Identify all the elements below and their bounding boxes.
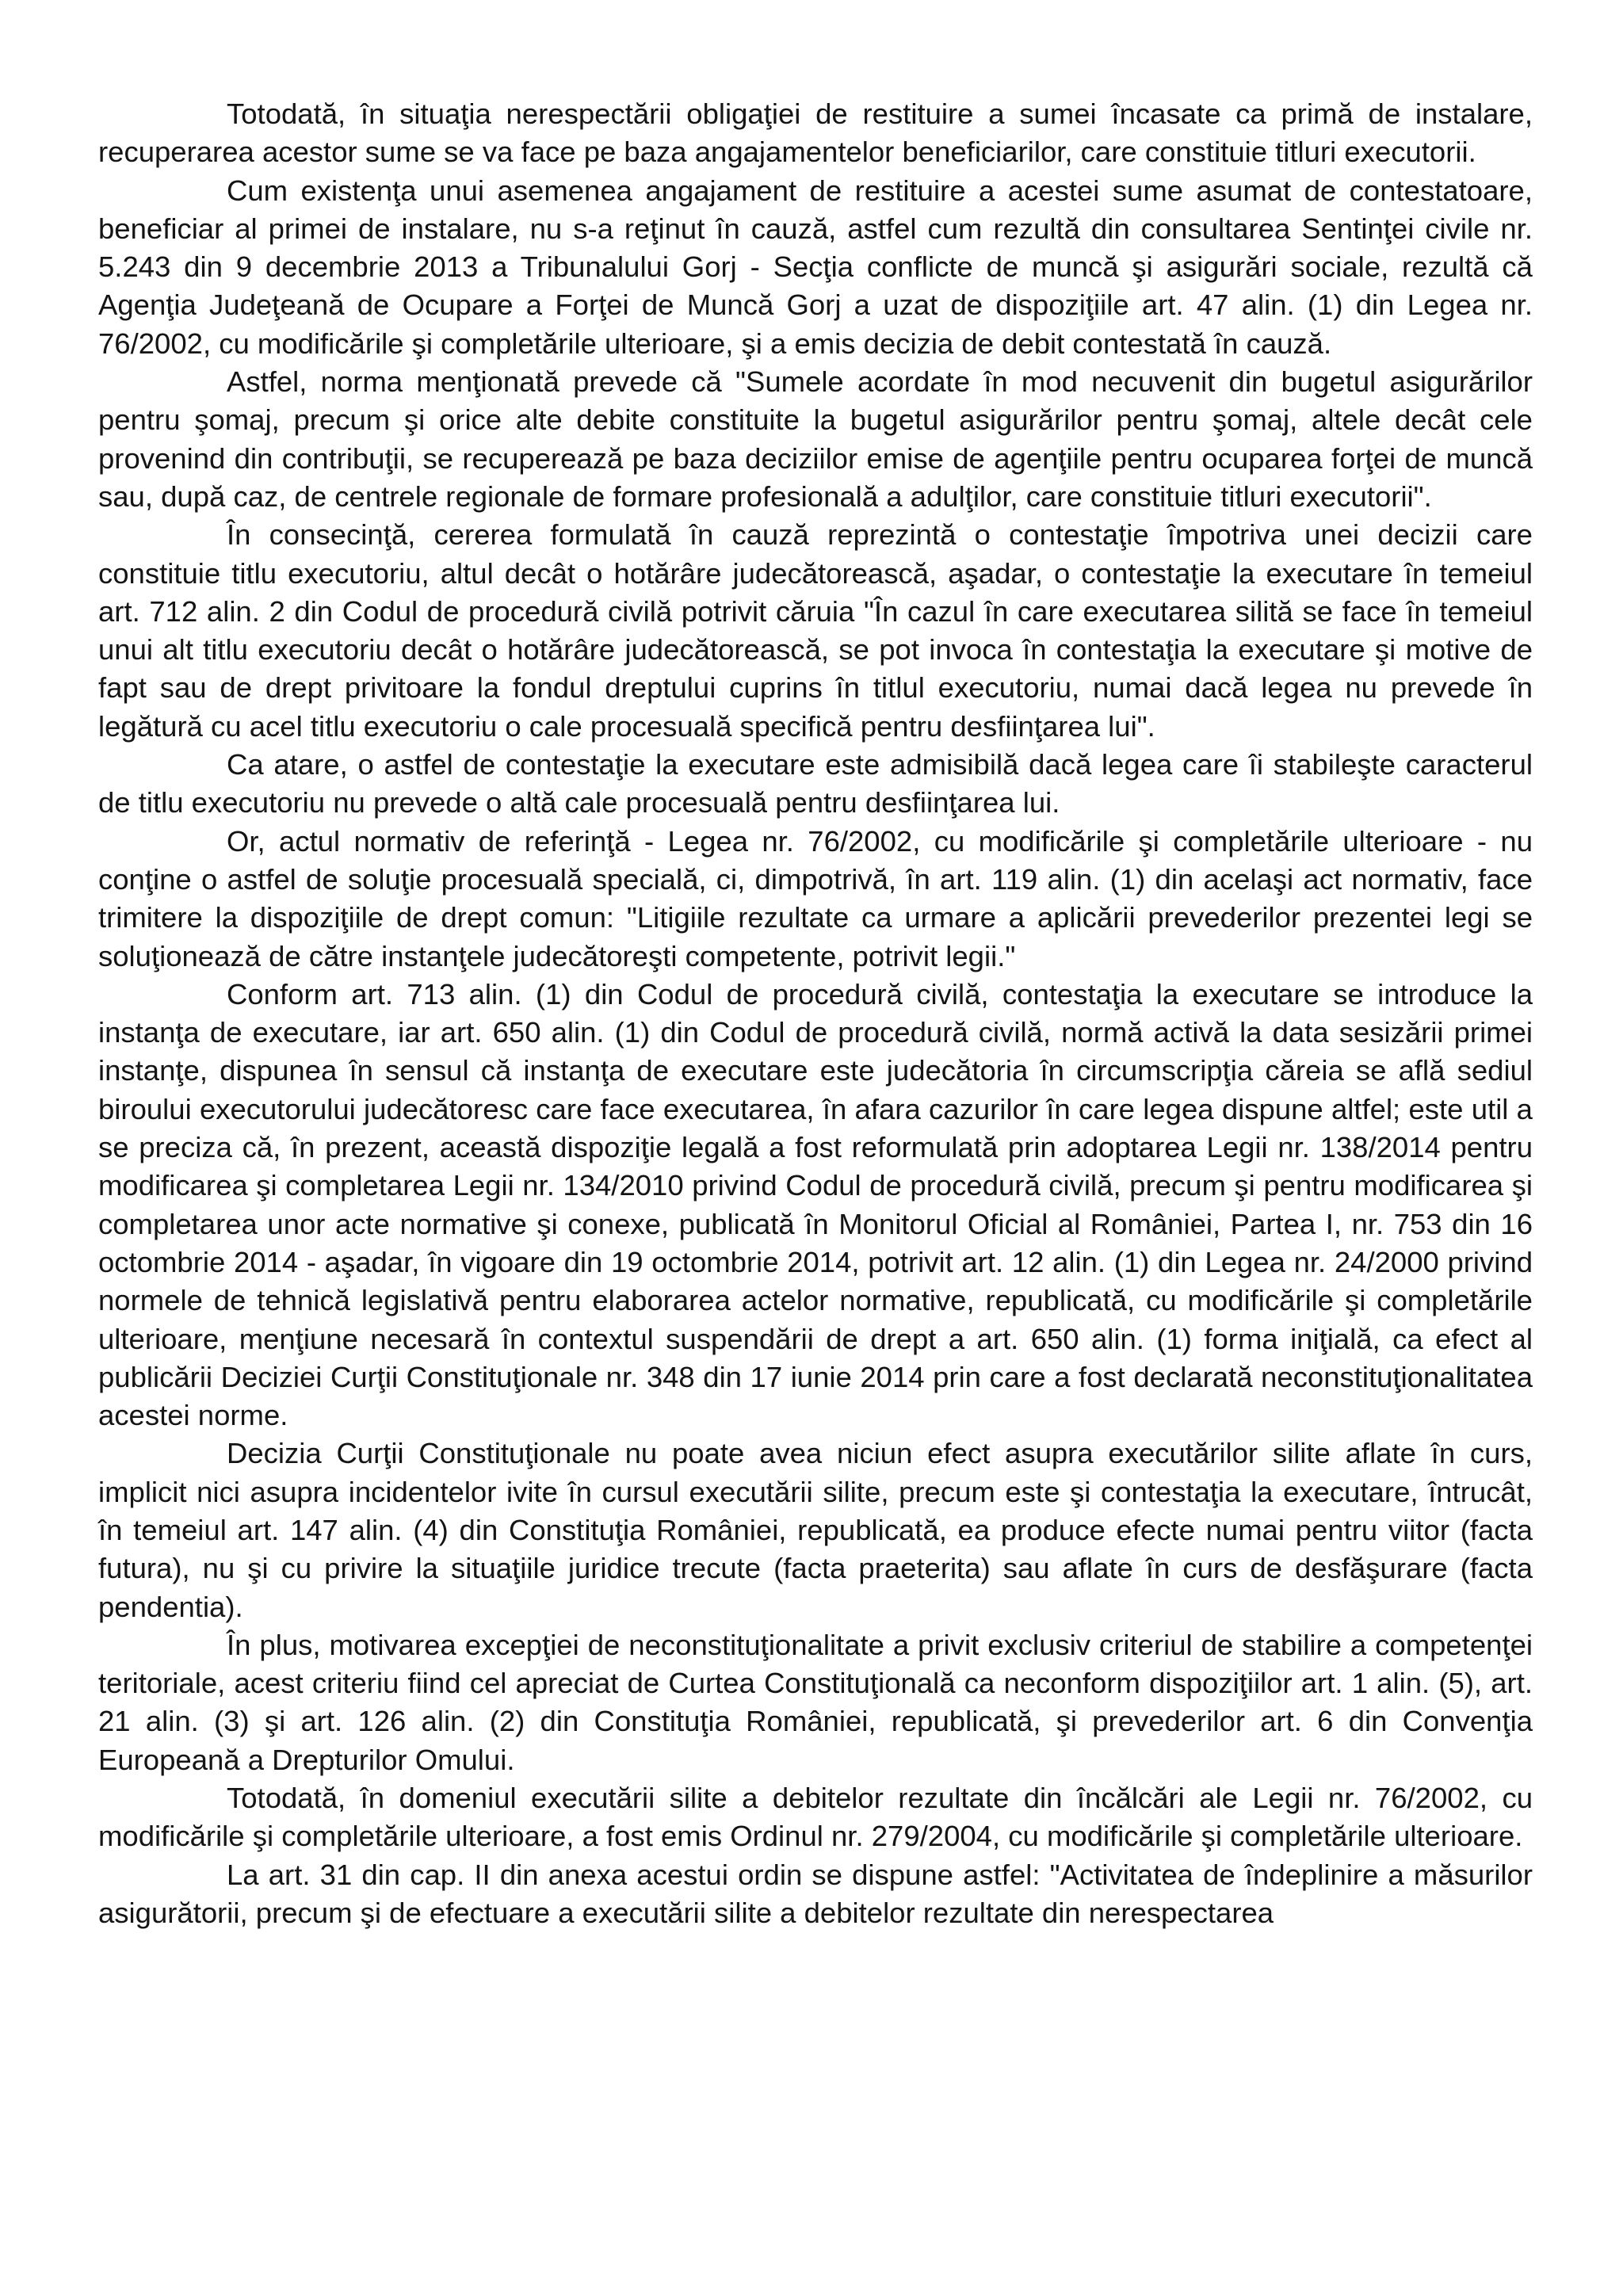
paragraph-6: Or, actul normativ de referinţă - Legea nr. 76/2002, cu modificările şi completările ulterioare - nu conţine o astfel de soluţie procesuală specială, ci, dimpotrivă, în art. 119 alin. (1) din acelaşi act normativ, face trimitere la dispoziţiile de drept comun: "Litigiile rezultate ca urmare a aplicării prevederilor prezentei legi se soluţionează de către instanţele judecătoreşti competente, potrivit legii." — [98, 824, 1533, 972]
paragraph-11: La art. 31 din cap. II din anexa acestui ordin se dispune astfel: "Activitatea de îndeplinire a măsurilor asigurătorii, precum şi de efectuare a executării silite a debitelor rezultate din nerespectarea — [98, 1858, 1533, 1929]
paragraph-10: Totodată, în domeniul executării silite a debitelor rezultate din încălcări ale Legii nr. 76/2002, cu modificările şi completările ulterioare, a fost emis Ordinul nr. 279/2004, cu modificările şi completările ulterioare. — [98, 1782, 1533, 1853]
paragraph-5: Ca atare, o astfel de contestaţie la executare este admisibilă dacă legea care îi stabileşte caracterul de titlu executoriu nu prevede o altă cale procesuală pentru desfiinţarea lui. — [98, 748, 1533, 819]
paragraph-3: Astfel, norma menţionată prevede că "Sumele acordate în mod necuvenit din bugetul asigurărilor pentru şomaj, precum şi orice alte debite constituite la bugetul asigurărilor pentru şomaj, altele decât cele provenind din contribuţii, se recuperează pe baza deciziilor emise de agenţiile pentru ocuparea forţei de muncă sau, după caz, de centrele regionale de formare profesională a adulţilor, care constituie titluri executorii". — [98, 365, 1533, 513]
paragraph-9: În plus, motivarea excepţiei de neconstituţionalitate a privit exclusiv criteriul de stabilire a competenţei teritoriale, acest criteriu fiind cel apreciat de Curtea Constituţională ca neconform dispoziţiilor art. 1 alin. (5), art. 21 alin. (3) şi art. 126 alin. (2) din Constituţia României, republicată, şi prevederilor art. 6 din Convenţia Europeană a Drepturilor Omului. — [98, 1628, 1533, 1776]
paragraph-8: Decizia Curţii Constituţionale nu poate avea niciun efect asupra executărilor silite aflate în curs, implicit nici asupra incidentelor ivite în cursul executării silite, precum este şi contestaţia la executare, întrucât, în temeiul art. 147 alin. (4) din Constituţia României, republicată, ea produce efecte numai pentru viitor (facta futura), nu şi cu privire la situaţiile juridice trecute (facta praeterita) sau aflate în curs de desfăşurare (facta pendentia). — [98, 1437, 1533, 1623]
paragraph-7: Conform art. 713 alin. (1) din Codul de procedură civilă, contestaţia la executare se introduce la instanţa de executare, iar art. 650 alin. (1) din Codul de procedură civilă, normă activă la data sesizării primei instanţe, dispunea în sensul că instanţa de executare este judecătoria în circumscripţia căreia se află sediul biroului executorului judecătoresc care face executarea, în afara cazurilor în care legea dispune altfel; este util a se preciza că, în prezent, această dispoziţie legală a fost reformulată prin adoptarea Legii nr. 138/2014 pentru modificarea şi completarea Legii nr. 134/2010 privind Codul de procedură civilă, precum şi pentru modificarea şi completarea unor acte normative şi conexe, publicată în Monitorul Oficial al României, Partea I, nr. 753 din 16 octombrie 2014 - aşadar, în vigoare din 19 octombrie 2014, potrivit art. 12 alin. (1) din Legea nr. 24/2000 privind normele de tehnică legislativă pentru elaborarea actelor normative, republicată, cu modificările şi completările ulterioare, menţiune necesară în contextul suspendării de drept a art. 650 alin. (1) forma iniţială, ca efect al publicării Deciziei Curţii Constituţionale nr. 348 din 17 iunie 2014 prin care a fost declarată neconstituţionalitatea acestei norme. — [98, 977, 1533, 1432]
paragraph-2: Cum existenţa unui asemenea angajament de restituire a acestei sume asumat de contestatoare, beneficiar al primei de instalare, nu s-a reţinut în cauză, astfel cum rezultă din consultarea Sentinţei civile nr. 5.243 din 9 decembrie 2013 a Tribunalului Gorj - Secţia conflicte de muncă şi asigurări sociale, rezultă că Agenţia Judeţeană de Ocupare a Forţei de Muncă Gorj a uzat de dispoziţiile art. 47 alin. (1) din Legea nr. 76/2002, cu modificările şi completările ulterioare, şi a emis decizia de debit contestată în cauză. — [98, 174, 1533, 360]
paragraph-4: În consecinţă, cererea formulată în cauză reprezintă o contestaţie împotriva unei decizii care constituie titlu executoriu, altul decât o hotărâre judecătorească, aşadar, o contestaţie la executare în temeiul art. 712 alin. 2 din Codul de procedură civilă potrivit căruia "În cazul în care executarea silită se face în temeiul unui alt titlu executoriu decât o hotărâre judecătorească, se pot invoca în contestaţia la executare şi motive de fapt sau de drept privitoare la fondul dreptului cuprins în titlul executoriu, numai dacă legea nu prevede în legătură cu acel titlu executoriu o cale procesuală specifică pentru desfiinţarea lui". — [98, 518, 1533, 743]
document-page — [98, 95, 1533, 1932]
paragraph-1: Totodată, în situaţia nerespectării obligaţiei de restituire a sumei încasate ca primă de instalare, recuperarea acestor sume se va face pe baza angajamentelor beneficiarilor, care constituie titluri executorii. — [98, 97, 1533, 169]
